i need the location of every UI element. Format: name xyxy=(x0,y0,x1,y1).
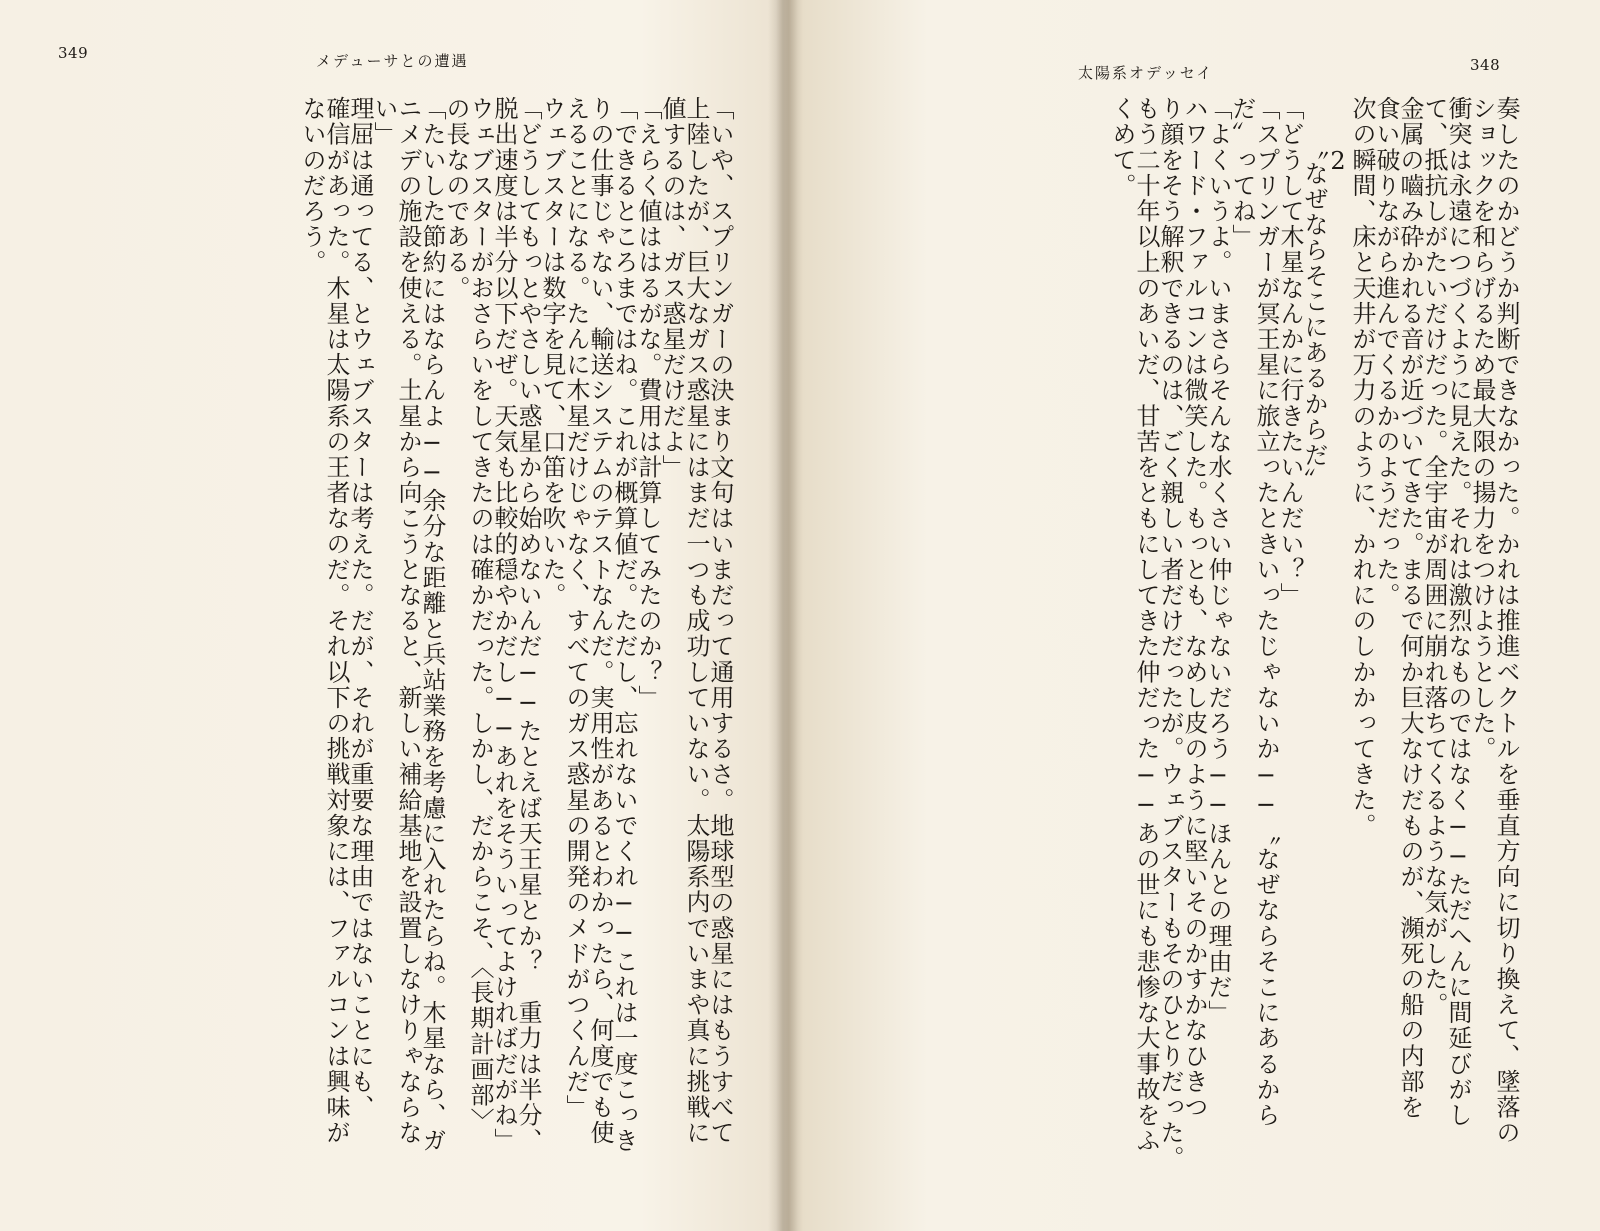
right-line-5: 金属の嚙み砕かれる音が近づいてきた。まるで何か巨大なけだものが、瀕死の船の内部を xyxy=(1396,96,1424,1120)
left-line-8: ウェブスターは数字を見て、口笛を吹いた。 xyxy=(538,96,566,608)
book-gutter xyxy=(768,0,798,1231)
right-line-2: ショックを和らげるため最大限の揚力をつけようとした。 xyxy=(1468,96,1496,762)
right-line-14: 「スプリンガーが冥王星に旅立ったときいったじゃないか──〝なぜならそこにあるから xyxy=(1252,96,1280,1128)
right-line-7: 次の瞬間、床と天井が万力のように、かれにのしかかってきた。 xyxy=(1348,96,1376,839)
right-line-6: 食い破りながら進んでくるかのようだった。 xyxy=(1372,96,1400,608)
left-page-number: 349 xyxy=(58,44,89,62)
right-line-13: 「どうして木星なんかに行きたいんだい？」 xyxy=(1276,96,1304,608)
chapter-number: 2 xyxy=(1324,96,1352,177)
left-line-1: 「いや、スプリンガーの決まり文句はいまだって通用するさ。地球型の惑星にはもうすべて xyxy=(706,96,734,1146)
right-running-head: 太陽系オデッセイ xyxy=(1078,64,1214,82)
left-line-2: 上陸したが、巨大なガス惑星にはまだ一つも成功していない。太陽系内でいまや真に挑戦に xyxy=(682,96,710,1146)
left-page-text xyxy=(52,96,734,1154)
right-line-4: て、抵抗しがたいだけだった。全宇宙が周囲に崩れ落ちてくるような気がした。 xyxy=(1420,96,1448,1018)
right-line-18: り顔をそう解釈できるのは、ごく親しい者だけだったが。ウェブスターもそのひとりだった。 xyxy=(1156,96,1184,1172)
right-line-19: もう二十年以上のあいだ、甘苦をともにしてきた仲だった──あの世にも悲惨な大事故をふ xyxy=(1132,96,1160,1154)
left-line-4: 「えらく値ははるがな。費用は計算してみたのか？」 xyxy=(634,96,662,711)
left-line-15: い」 xyxy=(370,96,398,148)
right-page-number: 348 xyxy=(1470,56,1501,74)
left-line-13: 「たいした節約にはならんよ──余分な距離と兵站業務を考慮に入れたらね。木星なら、ガ xyxy=(418,96,446,1154)
left-line-18: ないのだろう。 xyxy=(298,96,326,276)
left-line-9: 「どうしてもっとやさしい惑星から始めないんだ──たとえば天王星とか？ 重力は半分、 xyxy=(514,96,542,1154)
left-line-7: えることになる。たんに木星だけじゃなく、すべてのガス惑星の開発のメドがつくんだ」 xyxy=(562,96,590,1120)
left-line-11: ウェブスターがおさらいをしてきたのは確かだった。しかし、だからこそ、〈長期計画部〉 xyxy=(466,96,494,1134)
left-line-6: りの仕事じゃない、輸送システムのテストなんだ。実用性があるとわかったら、何度でも使 xyxy=(586,96,614,1146)
chapter-title: 〝なぜならそこにあるからだ〟 xyxy=(1300,96,1328,494)
left-line-3: 値するのは、ガス惑星だけだよ」 xyxy=(658,96,686,480)
left-line-5: 「できるところまではね。これが概算値だ。ただし、忘れないでくれ──これは一度こっき xyxy=(610,96,638,1154)
left-line-12: の長なのである。 xyxy=(442,96,470,301)
right-line-16: 「よくいうよ。いまさらそんな水くさい仲じゃないだろう──ほんとの理由だ」 xyxy=(1204,96,1232,1026)
right-line-15: だ〟ってね」 xyxy=(1228,96,1256,250)
left-line-10: 脱出速度は半分以下だぜ。天気も比較的穏やかだし──あれをそういってよければだがね」 xyxy=(490,96,518,1154)
right-line-1: 奏したのかどうか判断できなかった。かれは推進ベクトルを垂直方向に切り換えて、墜落の xyxy=(1492,96,1520,1146)
right-page-text xyxy=(818,96,1520,1172)
left-running-head: メデューサとの遭遇 xyxy=(316,52,469,70)
left-line-14: ニメデの施設を使える。土星から向こうとなると、新しい補給基地を設置しなけりゃならな xyxy=(394,96,422,1146)
right-line-17: ハワード・ファルコンは微笑した。もっとも、なめし皮のように堅いそのかすかなひきつ xyxy=(1180,96,1208,1120)
left-line-17: 確信があった。木星は太陽系の王者なのだ。それ以下の挑戦対象には、ファルコンは興味が xyxy=(322,96,350,1146)
left-line-16: 理屈は通ってる、とウェブスターは考えた。だが、それが重要な理由ではないことにも、 xyxy=(346,96,374,1120)
right-line-20: くめて。 xyxy=(1108,96,1136,199)
right-line-3: 衝突は永遠につづくように見えた。それは激烈なものではなく──ただへんに間延びがし xyxy=(1444,96,1472,1128)
